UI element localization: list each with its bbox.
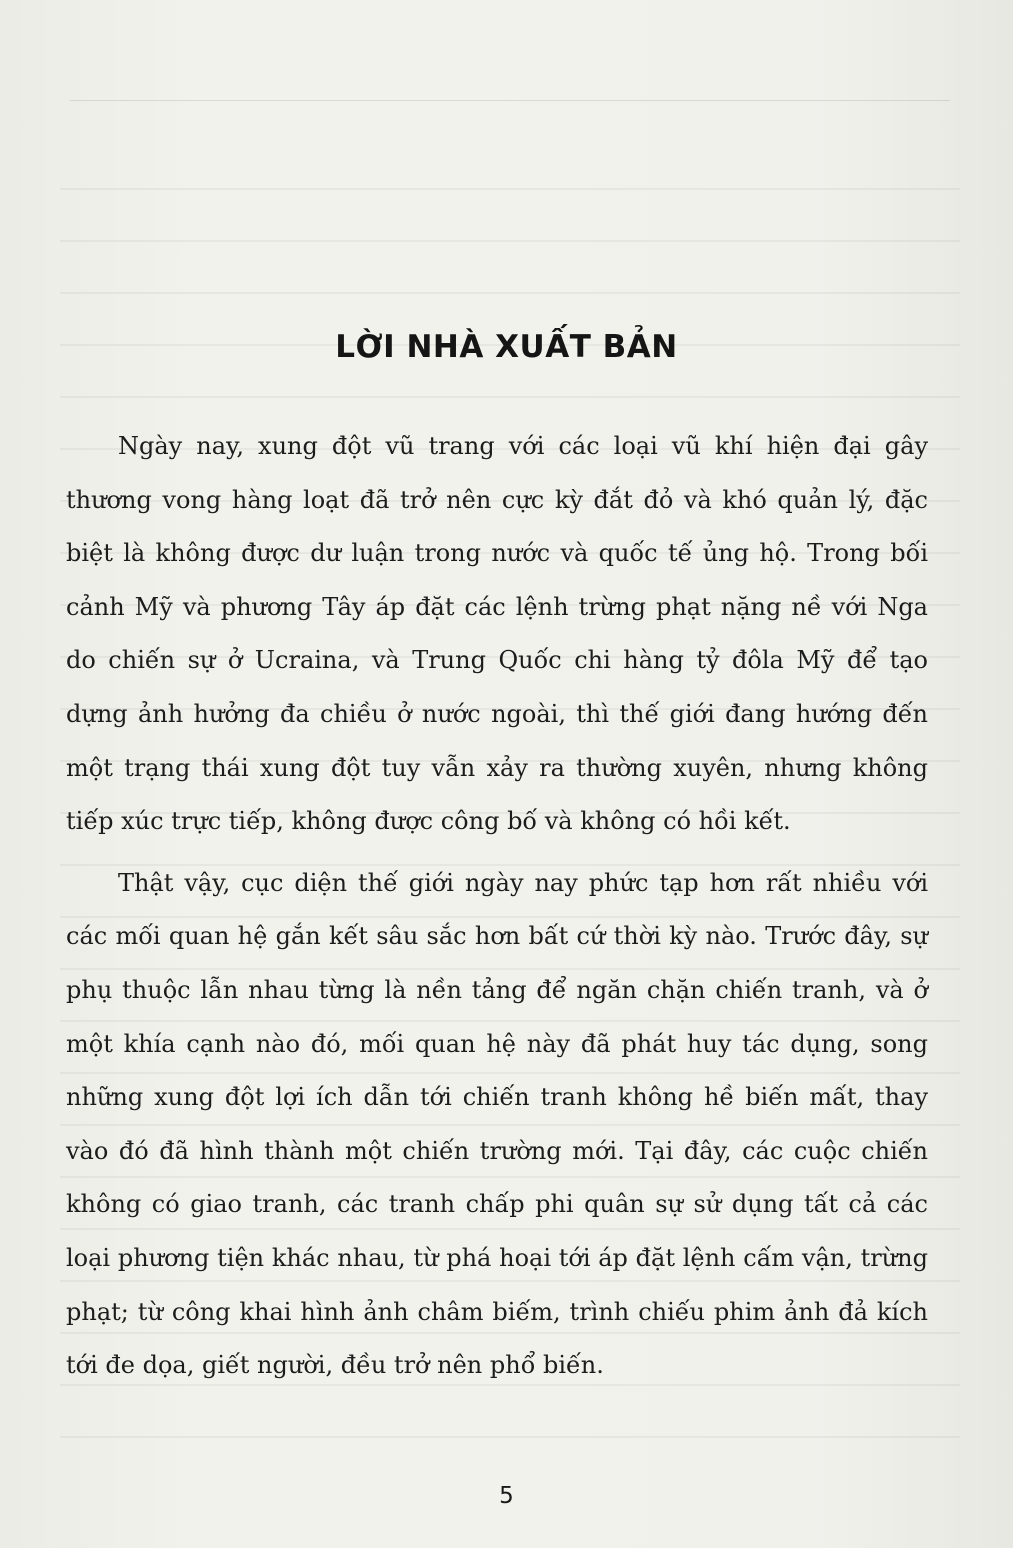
paragraph: Ngày nay, xung đột vũ trang với các loại vũ khí hiện đại gây thương vong hàng loạt đã trở nên cực kỳ đắt đỏ và khó quản lý, đặc biệt là không được dư luận trong nước và quốc tế ủng hộ. Trong bối cảnh Mỹ và phương Tây áp đặt các lệnh trừng phạt nặng nề với Nga do chiến sự ở Ucraina, và Trung Quốc chi hàng tỷ đôla Mỹ để tạo dựng ảnh hưởng đa chiều ở nước ngoài, thì thế giới đang hướng đến một trạng thái xung đột tuy vẫn xảy ra thường xuyên, nhưng không tiếp xúc trực tiếp, không được công bố và không có hồi kết. (66, 432, 928, 836)
body-text (66, 420, 928, 1393)
page-heading: LỜI NHÀ XUẤT BẢN (335, 328, 678, 365)
bleed-through-rule (70, 100, 950, 101)
paragraph: Thật vậy, cục diện thế giới ngày nay phức tạp hơn rất nhiều với các mối quan hệ gắn kết sâu sắc hơn bất cứ thời kỳ nào. Trước đây, sự phụ thuộc lẫn nhau từng là nền tảng để ngăn chặn chiến tranh, và ở một khía cạnh nào đó, mối quan hệ này đã phát huy tác dụng, song những xung đột lợi ích dẫn tới chiến tranh không hề biến mất, thay vào đó đã hình thành một chiến trường mới. Tại đây, các cuộc chiến không có giao tranh, các tranh chấp phi quân sự sử dụng tất cả các loại phương tiện khác nhau, từ phá hoại tới áp đặt lệnh cấm vận, trừng phạt; từ công khai hình ảnh châm biếm, trình chiếu phim ảnh đả kích tới đe dọa, giết người, đều trở nên phổ biến. (66, 868, 928, 1380)
page-number: 5 (499, 1483, 514, 1509)
